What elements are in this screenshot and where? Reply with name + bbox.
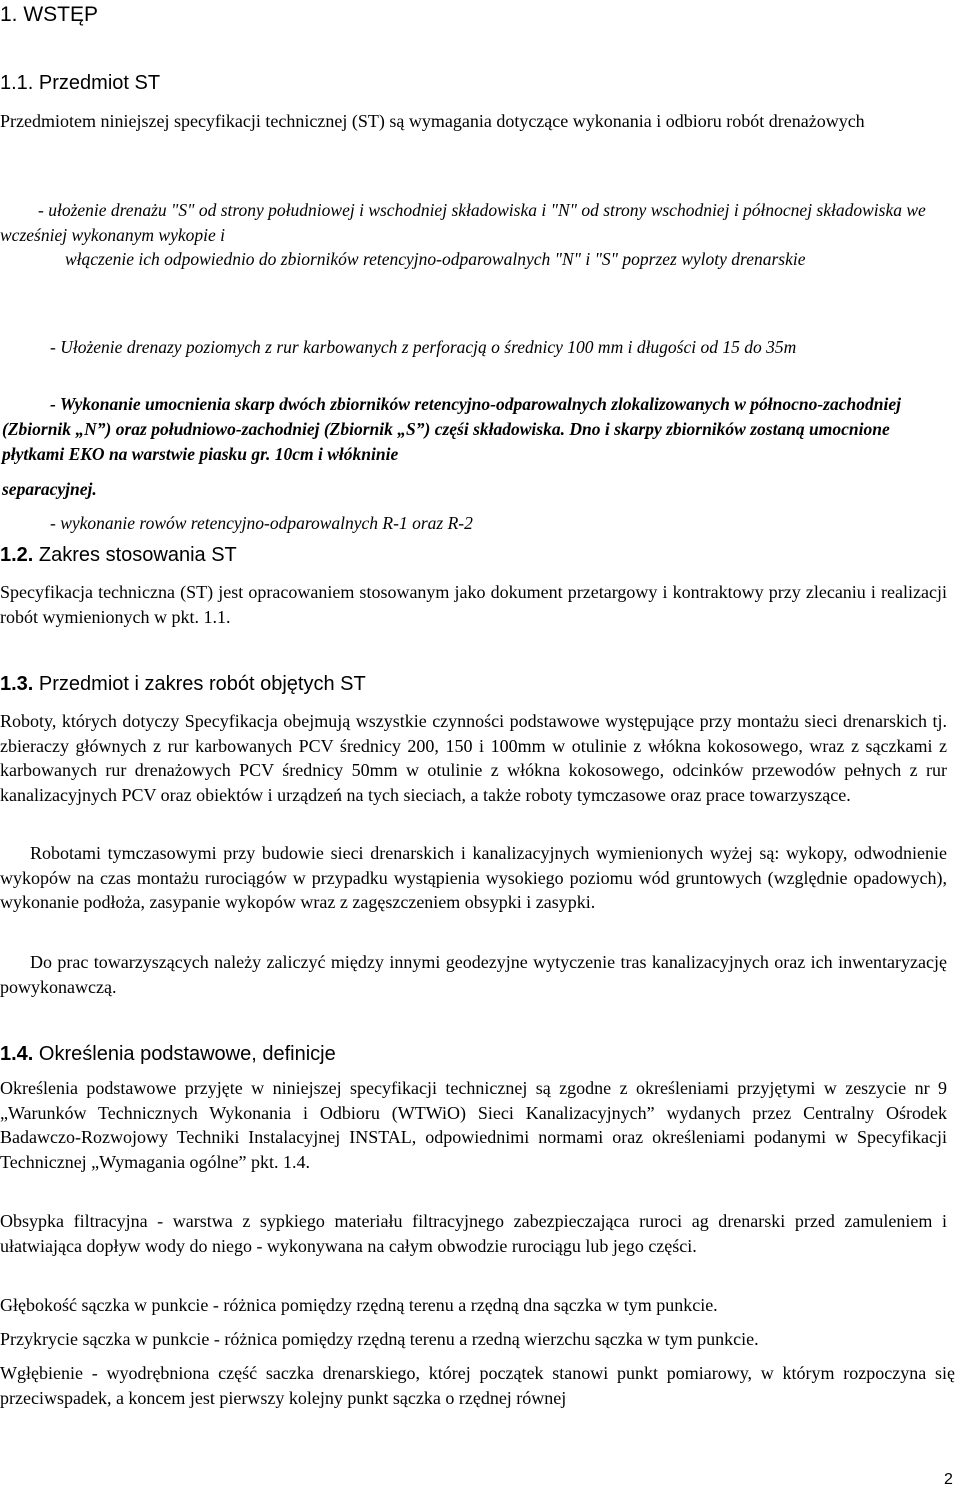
scope-item-drainage-layout: - ułożenie drenażu "S" od strony południowej i wschodniej składowiska i "N" od strony wschodniej i północnej składowiska we wcześniej wykonanym wykopie i (0, 200, 926, 245)
scope-item-horizontal-drains: - Ułożenie drenazy poziomych z rur karbowanych z perforacją o średnicy 100 mm i długości od 15 do 35m (50, 337, 797, 357)
section-1-3-para-works: Roboty, których dotyczy Specyfikacja obejmują wszystkie czynności podstawowe występujące przy montażu sieci drenarskich tj. zbieraczy głównych z rur karbowanych PCV średnicy 200, 150 i 100mm w otulinie z włókna kokosowego, wraz z sączkami z karbowanych rur drenażowych PCV średnicy 50mm w otulinie z włókna kokosowego, odcinków przewodów pełnych z rur kanalizacyjnych PCV oraz obiektów i urządzeń na tych sieciach, a także roboty tymczasowe oraz prace towarzyszące. (0, 711, 947, 805)
section-1-4-title: 1.4. Określenia podstawowe, definicje (0, 1043, 336, 1065)
section-1-1-intro: Przedmiotem niniejszej specyfikacji technicznej (ST) są wymagania dotyczące wykonania i odbioru robót drenażowych (0, 111, 865, 131)
main-heading: 1. WSTĘP (0, 3, 99, 26)
section-1-3-title: 1.3. Przedmiot i zakres robót objętych ST (0, 673, 366, 695)
page-number: 2 (944, 1471, 953, 1488)
scope-item-reservoir-reinforcement: - Wykonanie umocnienia skarp dwóch zbiorników retencyjno-odparowalnych zlokalizowanych w północno-zachodniej (Zbiornik „N”) oraz południowo-zachodniej (Zbiornik „S”) częśi składowiska. Dno i skarpy zbiorników zostaną umocnione płytkami EKO na warstwie piasku gr. 10cm i włókninie (2, 394, 901, 464)
definition-drain-cover: Przykrycie sączka w punkcie - różnica pomiędzy rzędną terenu a rzedną wierzchu sączka w tym punkcie. (0, 1329, 759, 1349)
definition-depression: Wgłębienie - wyodrębniona część saczka drenarskiego, której początek stanowi punkt pomiarowy, w którym rozpoczyna się przeciwspadek, a koncem jest pierwszy kolejny punkt sączka o rzędnej równej (0, 1363, 955, 1408)
section-1-3-para-temporary-works: Robotami tymczasowymi przy budowie sieci drenarskich i kanalizacyjnych wymienionych wyżej są: wykopy, odwodnienie wykopów na czas montażu rurociągów w przypadku wystąpienia wysokiego poziomu wód gruntowych (względnie opadowych), wykonanie podłoża, zasypanie wykopów wraz z zagęszczeniem obsypki i zasypki. (0, 843, 947, 912)
section-1-2-body: Specyfikacja techniczna (ST) jest opracowaniem stosowanym jako dokument przetargowy i kontraktowy przy zlecaniu i realizacji robót wymienionych w pkt. 1.1. (0, 582, 947, 627)
section-1-1-title: 1.1. Przedmiot ST (0, 72, 161, 94)
scope-item-reservoir-reinforcement-cont: separacyjnej. (2, 479, 97, 499)
definition-drain-depth: Głębokość sączka w punkcie - różnica pomiędzy rzędną terenu a rzędną dna sączka w tym punkcie. (0, 1295, 718, 1315)
section-1-2-title: 1.2. Zakres stosowania ST (0, 544, 237, 566)
definition-filter-backfill: Obsypka filtracyjna - warstwa z sypkiego materiału filtracyjnego zabezpieczająca ruroci ag drenarski przed zamuleniem i ułatwiająca dopływ wody do niego - wykonywana na całym obwodzie rurociągu lub jego części. (0, 1211, 947, 1256)
scope-item-drainage-connection: włączenie ich odpowiednio do zbiorników retencyjno-odparowalnych "N" i "S" poprzez wyloty drenarskie (65, 249, 806, 269)
section-1-3-para-accompanying-works: Do prac towarzyszących należy zaliczyć między innymi geodezyjne wytyczenie tras kanalizacyjnych oraz ich inwentaryzację powykonawczą. (0, 952, 947, 997)
scope-item-retention-ditches: - wykonanie rowów retencyjno-odparowalnych R-1 oraz R-2 (50, 513, 473, 533)
section-1-4-para-definitions: Określenia podstawowe przyjęte w niniejszej specyfikacji technicznej są zgodne z określeniami przyjętymi w zeszycie nr 9 „Warunków Technicznych Wykonania i Odbioru (WTWiO) Sieci Kanalizacyjnych” wydanych przez Centralny Ośrodek Badawczo-Rozwojowy Techniki Instalacyjnej INSTAL, odpowiednimi normami oraz określeniami podanymi w Specyfikacji Technicznej „Wymagania ogólne” pkt. 1.4. (0, 1078, 947, 1172)
